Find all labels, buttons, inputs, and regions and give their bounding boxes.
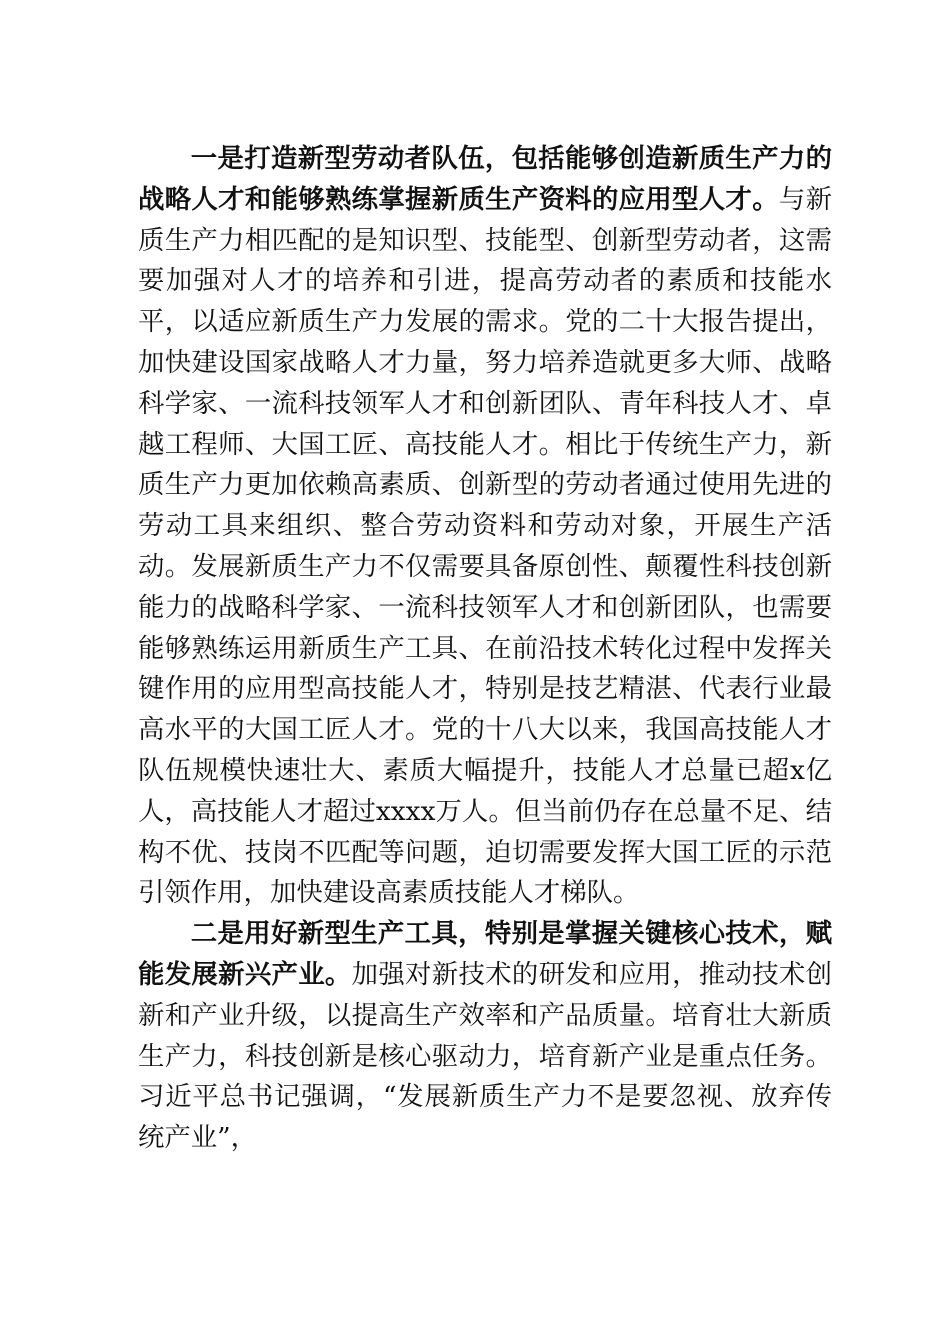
paragraph-lead: 二是用好新型生产工具，特别是掌握关键核心技术，赋能发展新兴产业。 [138,918,832,990]
paragraph-text: 加强对新技术的研发和应用，推动技术创新和产业升级，以提高生产效率和产品质量。培育壮大新质生产力，科技创新是核心驱动力，培育新产业是重点任务。习近平总书记强调，“发展新质生产力不是要忽视、放弃传统产业”， [138,958,833,1154]
document-body [138,139,832,1159]
paragraph-lead: 一是打造新型劳动者队伍，包括能够创造新质生产力的战略人才和能够熟练掌握新质生产资料的应用型人才。 [138,143,832,215]
paragraph-text: 与新质生产力相匹配的是知识型、技能型、创新型劳动者，这需要加强对人才的培养和引进，提高劳动者的素质和技能水平，以适应新质生产力发展的需求。党的二十大报告提出，加快建设国家战略人才力量，努力培养造就更多大师、战略科学家、一流科技领军人才和创新团队、青年科技人才、卓越工程师、大国工匠、高技能人才。相比于传统生产力，新质生产力更加依赖高素质、创新型的劳动者通过使用先进的劳动工具来组织、整合劳动资料和劳动对象，开展生产活动。发展新质生产力不仅需要具备原创性、颠覆性科技创新能力的战略科学家、一流科技领军人才和创新团队，也需要能够熟练运用新质生产工具、在前沿技术转化过程中发挥关键作用的应用型高技能人才，特别是技艺精湛、代表行业最高水平的大国工匠人才。党的十八大以来，我国高技能人才队伍规模快速壮大、素质大幅提升，技能人才总量已超x亿人，高技能人才超过xxxx万人。但当前仍存在总量不足、结构不优、技岗不匹配等问题，迫切需要发挥大国工匠的示范引领作用，加快建设高素质技能人才梯队。 [138,183,833,909]
paragraph-workforce [138,139,832,914]
paragraph-production-tools [138,914,832,1159]
